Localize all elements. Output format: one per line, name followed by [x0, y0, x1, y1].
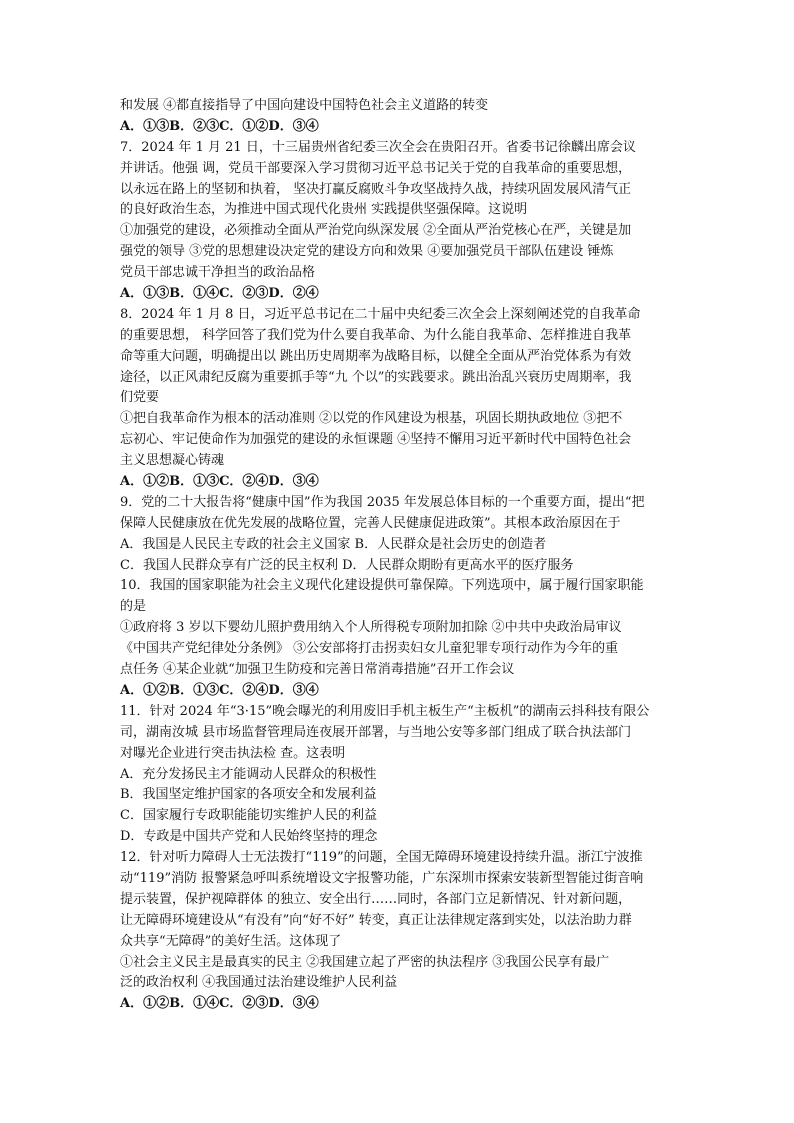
text-line: 的是	[120, 599, 147, 615]
question-11	[120, 702, 680, 848]
text-line: 众共享“无障碍”的美好生活。这体现了	[120, 933, 342, 949]
exam-page	[120, 96, 680, 1015]
answer-option-line: A．我国是人民民主专政的社会主义国家 B．人民群众是社会历史的创造者	[120, 536, 547, 552]
text-line: 对曝光企业进行突击执法检 查。这表明	[120, 745, 346, 761]
question-9	[120, 493, 680, 577]
text-line: 和发展 ④都直接指导了中国向建设中国特色社会主义道路的转变	[120, 98, 489, 113]
text-line: 的重要思想， 科学回答了我们党为什么要自我革命、为什么能自我革命、怎样推进自我革	[120, 327, 632, 343]
text-line: 11．针对 2024 年“3·15”晚会曝光的利用废旧手机主板生产“主板机”的湖南云抖科技有限公	[120, 703, 650, 719]
text-line: 途径，以正风肃纪反腐为重要抓手等“九 个以”的实践要求。跳出治乱兴衰历史周期率，我	[120, 369, 632, 385]
text-line: 7．2024 年 1 月 21 日，十三届贵州省纪委三次全会在贵阳召开。省委书记徐麟出席会议	[120, 139, 636, 155]
text-line: 提示装置，保护视障群体 的独立、安全出行……同时，各部门立足新情况、针对新问题，	[120, 891, 632, 907]
answer-options: A．①③B．②③C．①②D．③④	[120, 118, 319, 134]
text-line: 党员干部忠诚干净担当的政治品格	[120, 265, 316, 281]
text-line: 并讲话。他强 调，党员干部要深入学习贯彻习近平总书记关于党的自我革命的重要思想，	[120, 160, 632, 176]
text-line: 的良好政治生态，为推进中国式现代化贵州 实践提供坚强保障。这说明	[120, 202, 528, 218]
text-line: 10．我国的国家职能为社会主义现代化建设提供可靠保障。下列选项中，属于履行国家职能	[120, 578, 644, 594]
text-line: 点任务 ④某企业就“加强卫生防疫和完善日常消毒措施”召开工作会议	[120, 662, 515, 678]
answer-option-line: C．我国人民群众享有广泛的民主权利 D．人民群众期盼有更高水平的医疗服务	[120, 557, 574, 573]
text-line: 9．党的二十大报告将“健康中国”作为我国 2035 年发展总体目标的一个重要方面，提出“把	[120, 494, 645, 510]
text-line: 们党要	[120, 390, 160, 406]
question-6-tail	[120, 96, 680, 138]
answer-option-line: D．专政是中国共产党和人民始终坚持的理念	[120, 829, 378, 845]
answer-options: A．①②B．①③C．②④D．③④	[120, 474, 319, 490]
text-line: 忘初心、牢记使命作为加强党的建设的永恒课题 ④坚持不懈用习近平新时代中国特色社会	[120, 432, 632, 448]
text-line: 以永远在路上的坚韧和执着， 坚决打赢反腐败斗争攻坚战持久战，持续巩固发展风清气正	[120, 181, 632, 197]
answer-option-line: B．我国坚定维护国家的各项安全和发展利益	[120, 787, 377, 803]
question-10	[120, 576, 680, 701]
answer-options: A．①②B．①③C．②④D．③④	[120, 682, 319, 698]
text-line: 12．针对听力障碍人士无法拨打“119”的问题，全国无障碍环境建设持续升温。浙江宁波推	[120, 850, 643, 866]
text-line: 强党的领导 ③党的思想建设决定党的建设方向和效果 ④要加强党员干部队伍建设 锤炼	[120, 244, 614, 260]
text-line: 泛的政治权利 ④我国通过法治建设维护人民利益	[120, 975, 398, 991]
question-12	[120, 848, 680, 1015]
text-line: 8．2024 年 1 月 8 日，习近平总书记在二十届中央纪委三次全会上深刻阐述党的自我革命	[120, 306, 641, 322]
text-line: ①把自我革命作为根本的活动准则 ②以党的作风建设为根基，巩固长期执政地位 ③把不	[120, 411, 623, 427]
text-line: ①社会主义民主是最真实的民主 ②我国建立起了严密的执法程序 ③我国公民享有最广	[120, 954, 610, 970]
text-line: 命等重大问题，明确提出以 跳出历史周期率为战略目标，以健全全面从严治党体系为有效	[120, 348, 632, 364]
text-line: ①加强党的建设，必须推动全面从严治党向纵深发展 ②全面从严治党核心在严，关键是加	[120, 223, 632, 239]
text-line: 保障人民健康放在优先发展的战略位置，完善人民健康促进政策”。其根本政治原因在于	[120, 515, 621, 531]
text-line: 动“119”消防 报警紧急呼叫系统增设文字报警功能，广东深圳市探索安装新型智能过街音响	[120, 870, 644, 886]
answer-options: A．①②B．①④C．②③D．③④	[120, 996, 319, 1012]
text-line: 司，湖南汝城 县市场监督管理局连夜展开部署，与当地公安等多部门组成了联合执法部门	[120, 724, 632, 740]
answer-option-line: C．国家履行专政职能能切实维护人民的利益	[120, 808, 377, 824]
text-line: 让无障碍环境建设从“有没有”向“好不好” 转变，真正让法律规定落到实处，以法治助力群	[120, 912, 632, 928]
question-7	[120, 138, 680, 305]
answer-option-line: A．充分发扬民主才能调动人民群众的积极性	[120, 766, 377, 782]
text-line: 《中国共产党纪律处分条例》 ③公安部将打击拐卖妇女儿童犯罪专项行动作为今年的重	[120, 641, 619, 657]
text-line: ①政府将 3 岁以下婴幼儿照护费用纳入个人所得税专项附加扣除 ②中共中央政治局审议	[120, 620, 622, 636]
question-8	[120, 305, 680, 493]
answer-options: A．①③B．①④C．②③D．②④	[120, 286, 319, 302]
text-line: 主义思想凝心铸魂	[120, 453, 225, 469]
